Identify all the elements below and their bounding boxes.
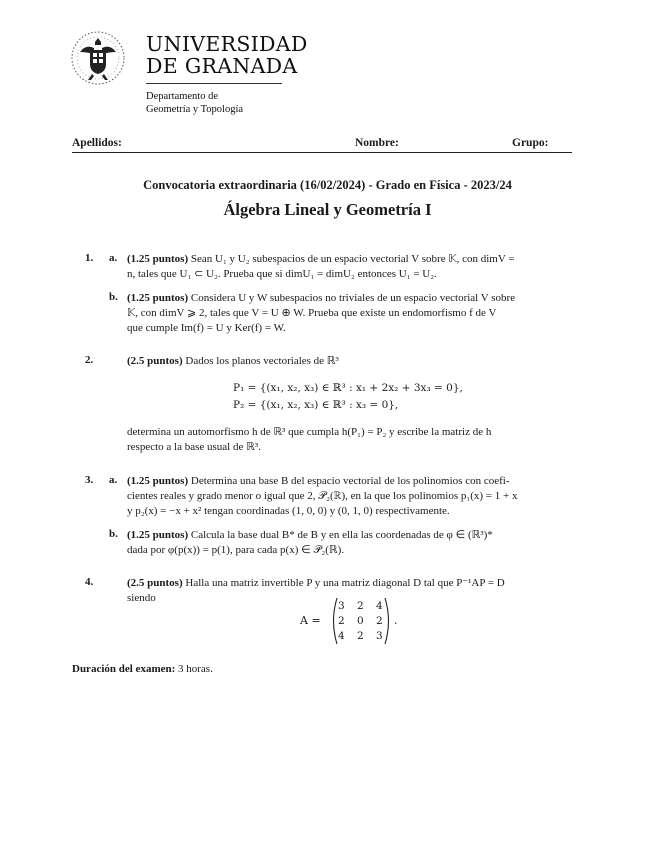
problem-3b-line1: Calcula la base dual B* de B y en ella las coordenadas de φ ∈ (ℝ³)* [190, 529, 493, 541]
matrix-cell: 3 [338, 600, 345, 612]
problem-3a-line3: y p₂(x) = −x + x² tengan coordinadas (1, 0, 0) y (0, 1, 0) respectivamente. [127, 505, 450, 517]
duration-label: Duración del examen: [72, 663, 176, 675]
problem-3-number: 3. [85, 474, 94, 486]
problem-1b-letter: b. [109, 291, 118, 303]
nombre-label: Nombre: [355, 137, 399, 149]
department-line2: Geometría y Topología [146, 104, 244, 115]
problem-1b-line3: que cumple Im(f) = U y Ker(f) = W. [127, 322, 286, 334]
matrix-cell: 2 [376, 615, 383, 627]
problem-1a-points: (1.25 puntos) [127, 253, 189, 265]
problem-3a-line1: Determina una base B del espacio vectorial de los polinomios con coefi- [190, 475, 510, 487]
problem-3a-text [127, 474, 573, 519]
problem-3b-points: (1.25 puntos) [127, 529, 189, 541]
header-divider [146, 83, 282, 84]
problem-2-intro [127, 354, 573, 369]
problem-4-line1: Halla una matriz invertible P y una matriz diagonal D tal que P⁻¹AP = D [185, 577, 505, 589]
matrix-cell: 2 [357, 600, 364, 612]
apellidos-label: Apellidos: [72, 137, 122, 149]
problem-2-equation-1: P₁ = {(x₁, x₂, x₃) ∈ ℝ³ : x₁ + 2x₂ + 3x₃ = 0}, [233, 382, 463, 394]
exam-title: Álgebra Lineal y Geometría I [223, 200, 432, 219]
matrix-end-punct: . [394, 614, 398, 627]
problem-3b-text [127, 528, 573, 558]
matrix-cell: 3 [376, 630, 383, 642]
exam-duration [72, 662, 472, 677]
matrix-cell: 2 [338, 615, 345, 627]
university-name-line2: DE GRANADA [146, 54, 298, 78]
university-name-line1: UNIVERSIDAD [146, 32, 308, 56]
student-fields [72, 137, 572, 153]
duration-value: 3 horas. [178, 663, 213, 675]
problem-1-number: 1. [85, 252, 94, 264]
problem-4-points: (2.5 puntos) [127, 577, 183, 589]
problem-1a-letter: a. [109, 252, 118, 264]
problem-1b-text [127, 291, 573, 336]
matrix-label: A = [300, 614, 321, 627]
problem-3a-letter: a. [109, 474, 118, 486]
problem-2-number: 2. [85, 354, 94, 366]
grupo-label: Grupo: [512, 137, 549, 149]
university-crest-icon [66, 28, 130, 88]
exam-subtitle: Convocatoria extraordinaria (16/02/2024) - Grado en Física - 2023/24 [143, 178, 512, 192]
problem-4-text [127, 576, 573, 606]
university-name [146, 33, 308, 77]
problem-3a-line2: cientes reales y grado menor o igual que 2, 𝒫₂(ℝ), en la que los polinomios p₁(x) = 1 + x [127, 490, 518, 502]
problem-3a-points: (1.25 puntos) [127, 475, 189, 487]
problem-1b-line1: Considera U y W subespacios no triviales de un espacio vectorial V sobre [190, 292, 516, 304]
problem-4-number: 4. [85, 576, 94, 588]
problem-2-line1: determina un automorfismo h de ℝ³ que cumpla h(P₁) = P₂ y escribe la matriz de h [127, 426, 492, 438]
problem-2-text [127, 425, 573, 455]
problem-4-line2: siendo [127, 592, 156, 604]
problem-1a-line2: n, tales que U₁ ⊂ U₂. Prueba que si dimU₁ = dimU₂ entonces U₁ = U₂. [127, 268, 437, 280]
right-paren-icon [384, 597, 392, 645]
matrix-cell: 0 [357, 615, 364, 627]
problem-1b-points: (1.25 puntos) [127, 292, 189, 304]
left-paren-icon [330, 597, 338, 645]
problem-2-points: (2.5 puntos) [127, 355, 183, 367]
problem-3b-letter: b. [109, 528, 118, 540]
problem-2-equation-2: P₂ = {(x₁, x₂, x₃) ∈ ℝ³ : x₃ = 0}, [233, 399, 399, 411]
fields-divider [72, 152, 572, 153]
problem-1a-text [127, 252, 573, 282]
problem-1a-line1: Sean U₁ y U₂ subespacios de un espacio vectorial V sobre 𝕂, con dimV = [190, 253, 515, 265]
department-name [146, 90, 243, 116]
problem-3b-line2: dada por φ(p(x)) = p(1), para cada p(x) ∈ 𝒫₂(ℝ). [127, 544, 344, 556]
problem-1b-line2: 𝕂, con dimV ⩾ 2, tales que V = U ⊕ W. Prueba que existe un endomorfismo f de V [127, 307, 497, 319]
problem-2-line2: respecto a la base usual de ℝ³. [127, 441, 261, 453]
department-line1: Departamento de [146, 91, 219, 102]
matrix-cell: 4 [338, 630, 345, 642]
matrix-cell: 2 [357, 630, 364, 642]
problem-2-intro-text: Dados los planos vectoriales de ℝ³ [185, 355, 339, 367]
matrix-cell: 4 [376, 600, 383, 612]
